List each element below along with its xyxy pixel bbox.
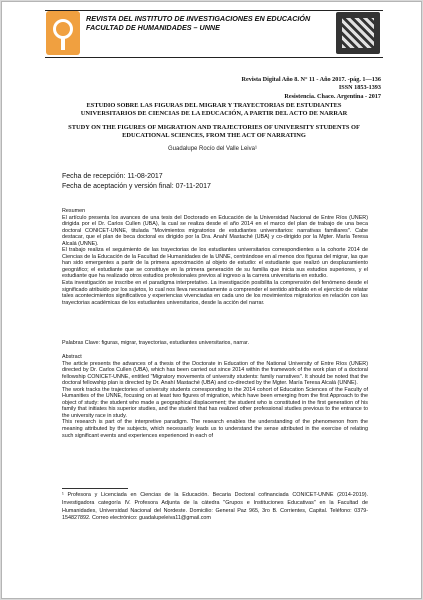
journal-title-line2: FACULTAD DE HUMANIDADES – UNNE [86,23,220,32]
footnote: ¹ Profesora y Licenciada en Ciencias de la Educación. Becaria Doctoral cofinanciada CONICET-UNNE (2014-2019). Investigadora categoría IV. Profesora Adjunta de la cátedra "Grupos e Instituciones Educativas" en la Facultad de Humanidades, Universidad Nacional del Nordeste. Domicilio: General Paz 965, 3ro B. Corrientes, Capital. Teléfono: 0379-154827892. Correo electrónico: guadalupeleiva11@gmail.com [62,492,368,522]
journal-title-line1: REVISTA DEL INSTITUTO DE INVESTIGACIONES EN EDUCACIÓN [86,14,311,23]
resumen-heading: Resumen [62,208,86,214]
accepted-date: Fecha de aceptación y versión final: 07-11-2017 [62,182,211,190]
article-title-english: STUDY ON THE FIGURES OF MIGRATION AND TRAJECTORIES OF UNIVERSITY STUDENTS OF EDUCATIONAL SCIENCES, FROM THE ACT OF NARRATING [68,124,360,139]
document-page [1,1,422,599]
abstract-section [62,354,368,439]
article-title-spanish: ESTUDIO SOBRE LAS FIGURAS DEL MIGRAR Y TRAYECTORIAS DE ESTUDIANTES UNIVERSITARIOS DE CIENCIAS DE LA EDUCACIÓN, A PARTIR DEL ACTO DE NARRAR [80,102,348,117]
faculty-logo [336,12,380,54]
meta-issn: ISSN 1853-1393 [338,84,381,92]
institute-logo [46,11,80,55]
meta-place: Resistencia. Chaco. Argentina - 2017 [284,92,381,100]
resumen-section [62,208,368,306]
logo-ring-shape [53,19,73,39]
received-date: Fecha de recepción: 11-08-2017 [62,173,163,180]
article-dates [62,172,211,191]
publication-meta [242,76,381,101]
faculty-logo-mark [342,18,374,48]
abstract-paragraph: The work tracks the trajectories of university students corresponding to the 2014 cohort of Education Sciences of the Faculty of Humanities of the UNNE, focusing on at least two figures of migration, which have been emerging from the first Approach to the object of study: the student who made a geographical displacement; the student who is constituted in the first generation of his family that initiates his superior studies, and the student that has realized other professional studies previous to the entrance to the university race in study. [62,386,368,419]
abstract-paragraph: The article presents the advances of a thesis of the Doctorate in Education of the National University of Entre Ríos (UNER) directed by Dr. Carlos Cullen (UBA), which has been carried out since 2014 within the framework of the work plan of a doctoral fellowship CONICET-UNNE, entitled "Migratory movements of university students: family narratives". It should be noted that the doctoral fellowship plan is directed by Dr. Anahí Mastaché (UBA) and co-directed by the Mgter. María Teresa Alcalá (UNNE). [62,360,368,387]
abstract-paragraph: This research is part of the interpretive paradigm. The research enables the understanding of the phenomenon from the meaning attributed by the subjects, which necessarily leads us to understand the sense attributed in the exercise of relating such significant events and experiences experienced in each of [62,419,368,439]
resumen-paragraph: Esta investigación se inscribe en el paradigma interpretativo. La investigación posibilita la comprensión del fenómeno desde el significado atribuido por los sujetos, lo cual nos lleva necesariamente a comprender el sentido atribuido en el ejercicio de relatar tales acontecimientos significativos y experiencias vivenciadas en cada uno de los movimientos migratorios en relación con las trayectorias académicas de los estudiantes universitarios, desde la acción del narrar. [62,280,368,306]
meta-issue: Revista Digital Año 8. N° 11 - Año 2017. -pág. 1—136 [241,76,381,83]
logo-stem-shape [61,38,65,50]
footnote-divider [62,488,128,489]
resumen-paragraph: El artículo presenta los avances de una tesis del Doctorado en Educación de la Universidad Nacional de Entre Ríos (UNER) dirigida por el Dr. Carlos Cullen (UBA), la cual se realiza desde el año 2014 en el marco del plan de trabajo de una beca doctoral CONICET-UNNE, titulada "Movimientos migratorios de estudiantes universitarios: narrativas familiares". Cabe destacar, que el plan de beca doctoral es dirigido por la Dra. Anahí Mastaché (UBA) y co-dirigido por la Mgter. María Teresa Alcalá (UNNE). [62,214,368,247]
resumen-paragraph: El trabajo realiza el seguimiento de las trayectorias de los estudiantes universitarios correspondientes a la cohorte 2014 de Ciencias de la Educación de la Facultad de Humanidades de la UNNE, centrándose en al menos dos figuras del migrar, las que han sido emergentes a partir de la primera aproximación al objeto de estudio: el estudiante que realizó un desplazamiento geográfico; el estudiante que se constituye en la primera generación de su familia que inicia sus estudios superiores, y el estudiante que ha realizado otros estudios profesionales previos al ingreso a la carrera universitaria en estudio. [62,247,368,280]
journal-title [86,14,331,32]
keywords: Palabras Clave: figuras, migrar, trayectorias, estudiantes universitarios, narrar. [62,340,249,346]
author-name: Guadalupe Rocío del Valle Leiva¹ [168,146,257,152]
abstract-heading: Abstract [62,354,82,360]
